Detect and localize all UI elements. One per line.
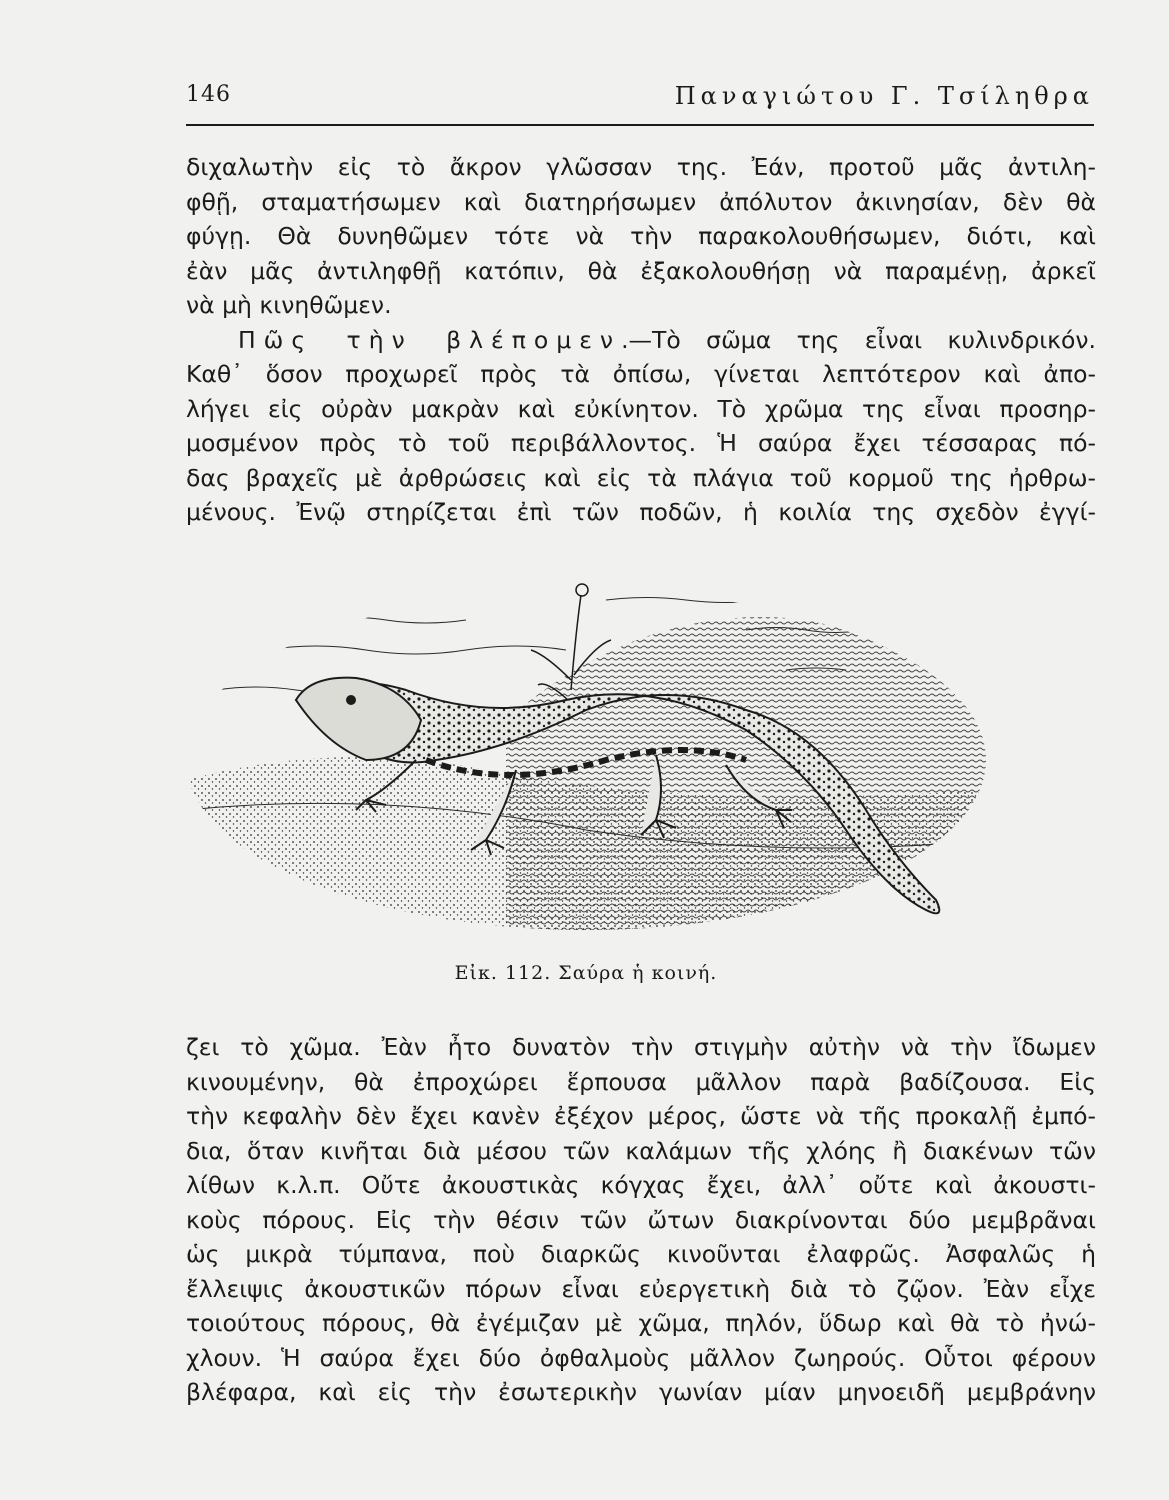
- text-line: Καθ᾽ ὅσον προχωρεῖ πρὸς τὰ ὀπίσω, γίνεται λεπτότερον καὶ ἀπο-: [186, 360, 1096, 388]
- page-number: 146: [186, 82, 231, 107]
- page-header: [186, 82, 1094, 116]
- section-heading: Πῶς τὴν βλέπομεν: [238, 325, 622, 354]
- header-rule: [186, 124, 1094, 126]
- text-line-rest: .—Τὸ σῶμα της εἶναι κυλινδρικόν.: [621, 325, 1096, 354]
- text-line: φθῇ, σταματήσωμεν καὶ διατηρήσωμεν ἀπόλυτον ἀκινησίαν, δὲν θὰ: [186, 187, 1096, 216]
- text-line: μένους. Ἐνῷ στηρίζεται ἐπὶ τῶν ποδῶν, ἡ κοιλία της σχεδὸν ἐγγί-: [186, 498, 1096, 526]
- figure-caption: Εἰκ. 112. Σαύρα ἡ κοινή.: [454, 962, 718, 984]
- text-line: λίθων κ.λ.π. Οὔτε ἀκουστικὰς κόγχας ἔχει, ἀλλ᾽ οὔτε καὶ ἀκουστι-: [186, 1171, 1096, 1199]
- text-block-top: [186, 150, 1096, 530]
- text-line: κοὺς πόρους. Εἰς τὴν θέσιν τῶν ὤτων διακρίνονται δύο μεμβρᾶναι: [186, 1205, 1096, 1234]
- text-line: ἔλλειψις ἀκουστικῶν πόρων εἶναι εὐεργετικὴ διὰ τὸ ζῷον. Ἐὰν εἶχε: [186, 1274, 1096, 1303]
- text-line: τοιούτους πόρους, θὰ ἐγέμιζαν μὲ χῶμα, πηλόν, ὕδωρ καὶ θὰ τὸ ἠνώ-: [186, 1309, 1096, 1337]
- text-line: τὴν κεφαλὴν δὲν ἔχει κανὲν ἐξέχον μέρος, ὥστε νὰ τῆς προκαλῇ ἐμπό-: [186, 1102, 1096, 1130]
- text-line: κινουμένην, θὰ ἐπροχώρει ἕρπουσα μᾶλλον παρὰ βαδίζουσα. Εἰς: [186, 1067, 1096, 1096]
- text-line: χλουν. Ἡ σαύρα ἔχει δύο ὀφθαλμοὺς μᾶλλον ζωηρούς. Οὗτοι φέρουν: [186, 1343, 1096, 1372]
- text-line: δας βραχεῖς μὲ ἀρθρώσεις καὶ εἰς τὰ πλάγια τοῦ κορμοῦ της ἠρθρω-: [186, 463, 1096, 492]
- text-line: ὡς μικρὰ τύμπανα, ποὺ διαρκῶς κινοῦνται ἐλαφρῶς. Ἀσφαλῶς ἡ: [186, 1240, 1096, 1268]
- text-line: δια, ὅταν κινῆται διὰ μέσου τῶν καλάμων τῆς χλόης ἢ διακένων τῶν: [186, 1136, 1096, 1165]
- running-title: Παναγιώτου Γ. Τσίληθρα: [674, 82, 1094, 110]
- text-line: φύγῃ. Θὰ δυνηθῶμεν τότε νὰ τὴν παρακολουθήσωμεν, διότι, καὶ: [186, 222, 1096, 250]
- lizard-illustration: [186, 560, 986, 950]
- text-line: ζει τὸ χῶμα. Ἐὰν ἦτο δυνατὸν τὴν στιγμὴν αὐτὴν νὰ τὴν ἴδωμεν: [186, 1033, 1096, 1061]
- text-line: διχαλωτὴν εἰς τὸ ἄκρον γλῶσσαν της. Ἐάν, προτοῦ μᾶς ἀντιλη-: [186, 153, 1096, 181]
- text-line: λήγει εἰς οὐρὰν μακρὰν καὶ εὐκίνητον. Τὸ χρῶμα της εἶναι προσηρ-: [186, 394, 1096, 423]
- text-line: βλέφαρα, καὶ εἰς τὴν ἐσωτερικὴν γωνίαν μίαν μηνοειδῆ μεμβράνην: [186, 1378, 1096, 1406]
- text-line: μοσμένον πρὸς τὸ τοῦ περιβάλλοντος. Ἡ σαύρα ἔχει τέσσαρας πό-: [186, 429, 1096, 457]
- text-line: νὰ μὴ κινηθῶμεν.: [186, 291, 392, 319]
- text-block-bottom: [186, 1030, 1096, 1410]
- text-line: ἐὰν μᾶς ἀντιληφθῇ κατόπιν, θὰ ἐξακολουθήσῃ νὰ παραμένῃ, ἀρκεῖ: [186, 256, 1096, 285]
- lizard-engraving-icon: [186, 560, 986, 950]
- section-heading-line: [186, 323, 1096, 358]
